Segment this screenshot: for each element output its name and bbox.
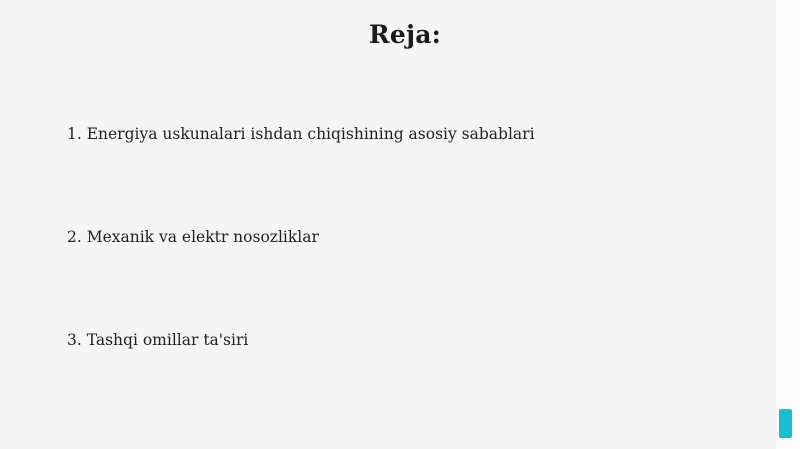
scrollbar-track[interactable] [776, 0, 800, 449]
plan-item-1: 1. Energiya uskunalari ishdan chiqishining asosiy sabablari [67, 125, 535, 143]
scrollbar-thumb[interactable] [779, 409, 792, 438]
plan-item-2: 2. Mexanik va elektr nosozliklar [67, 228, 319, 246]
slide-title: Reja: [368, 20, 442, 49]
plan-item-3: 3. Tashqi omillar ta'siri [67, 331, 249, 349]
